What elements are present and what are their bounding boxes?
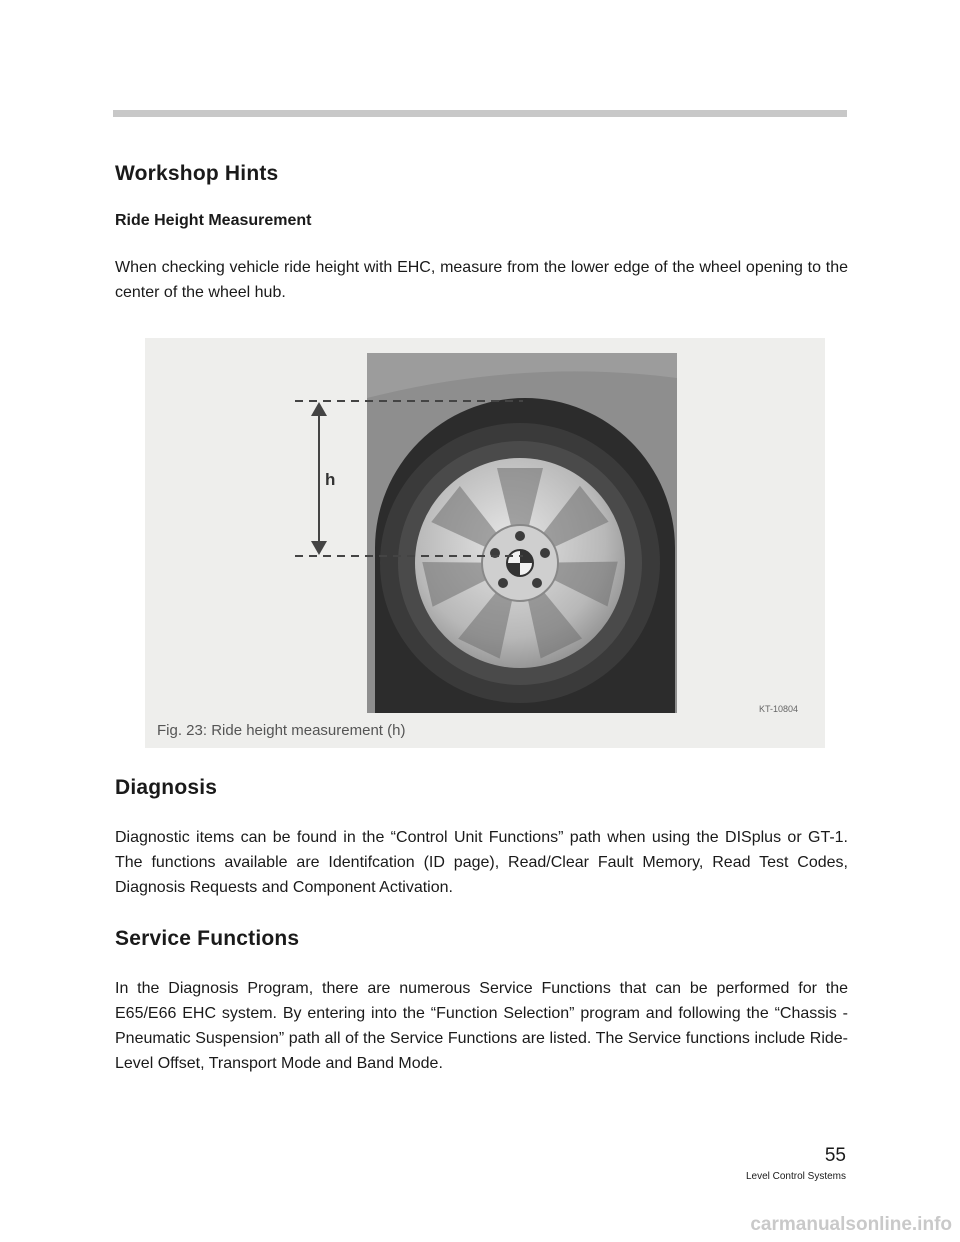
watermark: carmanualsonline.info [750, 1214, 952, 1235]
heading-workshop-hints: Workshop Hints [115, 162, 279, 185]
figure-caption: Fig. 23: Ride height measurement (h) [157, 722, 406, 739]
subheading-ride-height: Ride Height Measurement [115, 212, 312, 229]
paragraph-ride-height: When checking vehicle ride height with EHC, measure from the lower edge of the wheel opening to the center of the wheel hub. [115, 259, 848, 301]
height-h-label: h [325, 470, 336, 489]
footer-section-title: Level Control Systems [745, 1171, 846, 1182]
heading-diagnosis: Diagnosis [115, 776, 218, 799]
ride-height-figure [145, 338, 825, 748]
top-rule [113, 110, 847, 117]
paragraph-service-functions: In the Diagnosis Program, there are numerous Service Functions that can be performed for the E65/E66 EHC system. By entering into the “Function Selection” program and following the “Chassis - Pneumatic Suspension” path all of the Service Functions are listed. The Service functions include Ride-Level Offset, Transport Mode and Band Mode. [115, 980, 848, 1072]
paragraph-diagnosis: Diagnostic items can be found in the “Control Unit Functions” path when using the DISplus or GT-1. The functions available are Identifcation (ID page), Read/Clear Fault Memory, Read Test Codes, Diagnosis Requests and Component Activation. [115, 829, 848, 896]
wheel-illustration [145, 338, 825, 748]
figure-code: KT-10804 [759, 704, 799, 714]
page-number: 55 [824, 1145, 846, 1166]
heading-service-functions: Service Functions [115, 927, 300, 950]
